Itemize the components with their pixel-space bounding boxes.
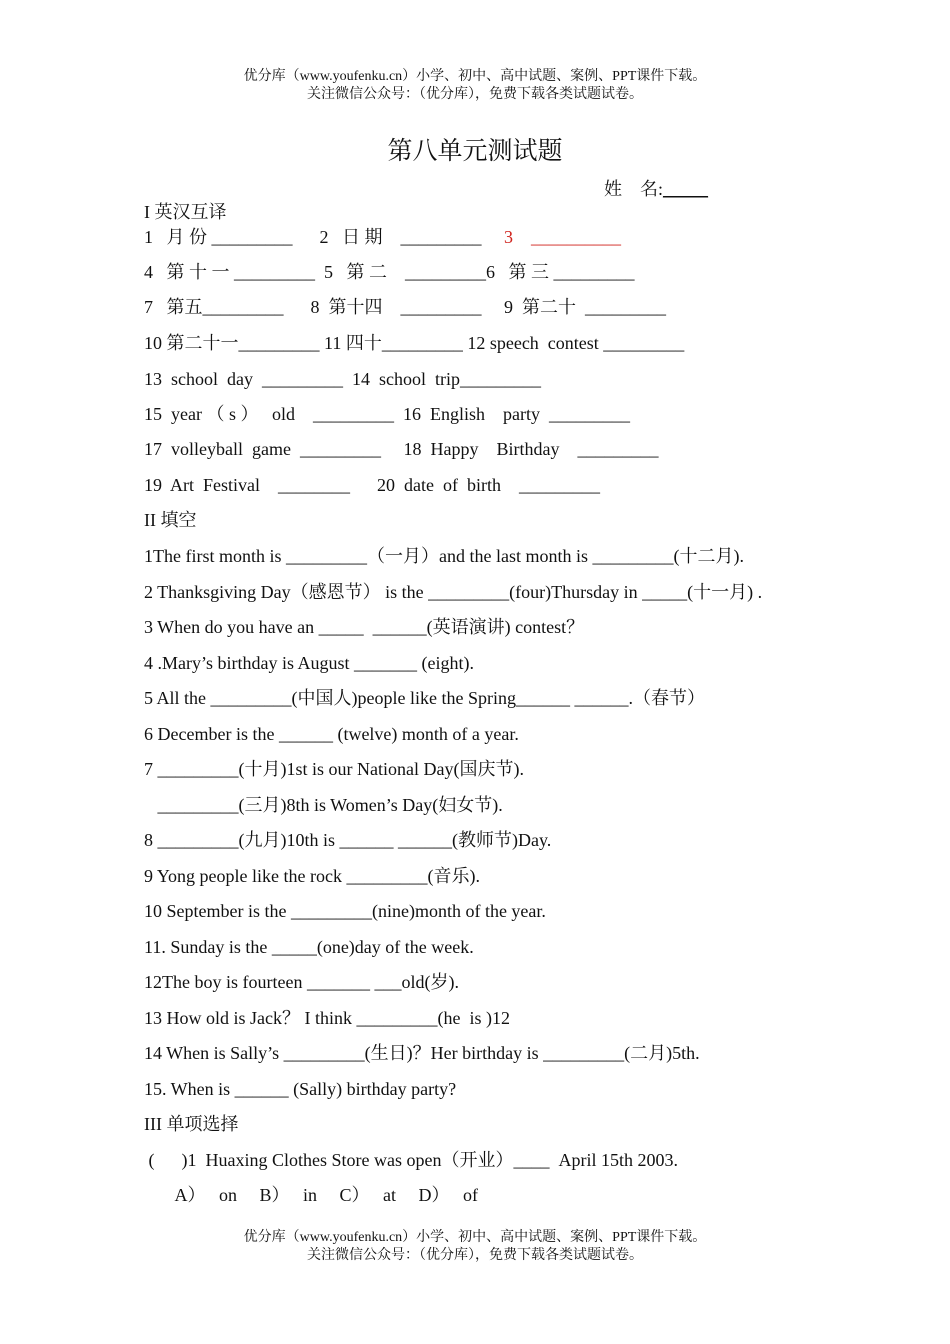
translate-row-3: 7 第五_________ 8 第十四 _________ 9 第二十 _________ xyxy=(144,297,666,317)
choice-question-1-options: A） on B） in C） at D） of xyxy=(144,1185,479,1205)
translate-row-8: 19 Art Festival ________ 20 date of birth _________ xyxy=(144,475,600,495)
footer-line-1: 优分库（www.youfenku.cn）小学、初中、高中试题、案例、PPT课件下载。 xyxy=(243,1230,707,1245)
fill-question-7b: _________(三月)8th is Women’s Day(妇女节). xyxy=(144,795,503,815)
fill-question-8: 8 _________(九月)10th is ______ ______(教师节)Day. xyxy=(144,830,552,850)
page-title: 第八单元测试题 xyxy=(387,138,563,165)
name-blank: _____ xyxy=(663,179,709,199)
translate-row-4: 10 第二十一_________ 11 四十_________ 12 speech contest _________ xyxy=(144,333,685,353)
name-label: 姓 名: xyxy=(604,179,664,199)
fill-question-6: 6 December is the ______ (twelve) month of a year. xyxy=(144,724,519,744)
translate-row-6: 15 year （ s ） old _________ 16 English party _________ xyxy=(144,404,630,424)
header-line-2: 关注微信公众号：（优分库），免费下载各类试题试卷。 xyxy=(307,87,643,102)
name-field xyxy=(604,175,708,201)
fill-question-5: 5 All the _________(中国人)people like the Spring______ ______.（春节） xyxy=(144,688,705,708)
translate-row-1-text: 1 月 份 _________ 2 日 期 _________ xyxy=(144,227,504,247)
fill-question-10: 10 September is the _________(nine)month of the year. xyxy=(144,901,546,921)
translate-row-5: 13 school day _________ 14 school trip_________ xyxy=(144,369,541,389)
header-line-1: 优分库（www.youfenku.cn）小学、初中、高中试题、案例、PPT课件下载。 xyxy=(243,69,707,84)
section-3-heading: III 单项选择 xyxy=(144,1114,239,1134)
translate-row-2: 4 第 十 一 _________ 5 第 二 _________6 第 三 _________ xyxy=(144,262,635,282)
fill-question-1: 1The first month is _________（一月）and the last month is _________(十二月). xyxy=(144,546,744,566)
fill-question-3: 3 When do you have an _____ ______(英语演讲) contest？ xyxy=(144,617,585,637)
translate-item-3: 3 __________ xyxy=(504,227,621,247)
fill-question-11: 11. Sunday is the _____(one)day of the week. xyxy=(144,937,474,957)
fill-question-12: 12The boy is fourteen _______ ___old(岁). xyxy=(144,972,459,992)
choice-question-1: ( )1 Huaxing Clothes Store was open（开业）____ April 15th 2003. xyxy=(144,1150,678,1170)
footer-line-2: 关注微信公众号：（优分库），免费下载各类试题试卷。 xyxy=(307,1248,643,1263)
section-2-heading: II 填空 xyxy=(144,510,197,530)
fill-question-15: 15. When is ______ (Sally) birthday party? xyxy=(144,1079,457,1099)
translate-row-7: 17 volleyball game _________ 18 Happy Birthday _________ xyxy=(144,439,659,459)
fill-question-14: 14 When is Sally’s _________(生日)？Her birthday is _________(二月)5th. xyxy=(144,1043,700,1063)
fill-question-13: 13 How old is Jack？ I think _________(he is )12 xyxy=(144,1008,510,1028)
translate-row-1 xyxy=(144,226,621,248)
fill-question-9: 9 Yong people like the rock _________(音乐). xyxy=(144,866,480,886)
section-1-heading: I 英汉互译 xyxy=(144,202,227,222)
fill-question-4: 4 .Mary’s birthday is August _______ (eight). xyxy=(144,653,474,673)
fill-question-7a: 7 _________(十月)1st is our National Day(国庆节). xyxy=(144,759,524,779)
fill-question-2: 2 Thanksgiving Day（感恩节） is the _________(four)Thursday in _____(十一月) . xyxy=(144,582,763,602)
